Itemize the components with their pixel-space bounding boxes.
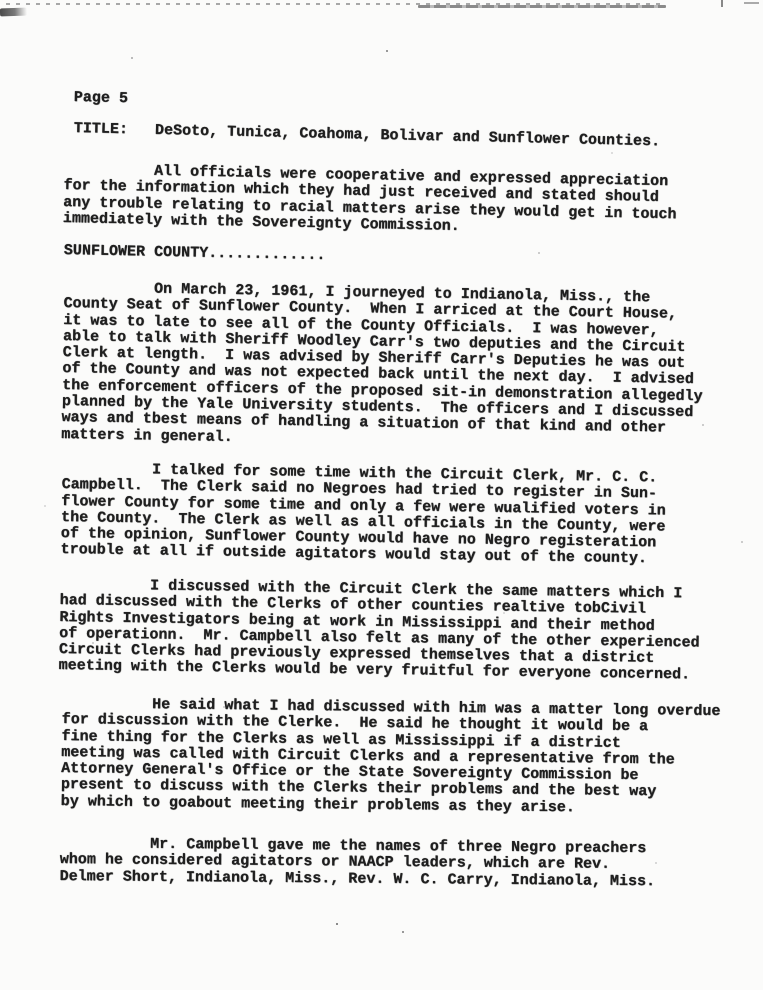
paragraph-three-preachers: Mr. Campbell gave me the names of three Negro preachers whom he considered agitators or NAACP leaders, which are Rev. Delmer Short, Indianola, Miss., Rev. W. C. Carry, Indianola, Miss.	[59, 835, 656, 890]
scan-artifact-ink-smudge	[0, 8, 27, 17]
paragraph-march-23-visit: On March 23, 1961, I journeyed to Indianola, Miss., the County Seat of Sunflower County. When I arriced at the Court House, it was to late to see all of the County Officials. I was however, able to talk with Sheriff Woodley Carr's two deputies and the Circuit Clerk at length. I was advised by Sheriff Carr's Deputies he was out of the County and was not expected back until the next day. I advised the enforcement officers of the proposed sit-in demonstration allegedly planned by the Yale University students. The officers and I discussed ways and tbest means of handling a situation of that kind and other matters in general.	[61, 279, 703, 446]
document-title: TITLE: DeSoto, Tunica, Coahoma, Bolivar and Sunflower Counties.	[73, 120, 661, 151]
scan-artifact-edge-tick	[721, 0, 723, 7]
section-heading-sunflower-county: SUNFLOWER COUNTY.............	[63, 242, 326, 265]
scan-artifact-speckles	[0, 0, 2, 2]
scan-artifact-gray-bar	[418, 5, 666, 8]
paragraph-officials-cooperative: All officials were cooperative and expressed appreciation for the information which they had just received and stated should any trouble relating to racial matters arise they would get in touch immediately with the Sovereignty Commission.	[62, 161, 677, 235]
page-number: Page 5	[73, 89, 129, 108]
paragraph-discussed-matters: I discussed with the Circuit Clerk the same matters which I had discussed with the Clerks of other counties realtive tobCivil Rights Investigators being at work in Mississippi and their method of operationn. Mr. Campbell also felt as many of the other experienced Circuit Clerks had previously expressed themselves that a district meeting with the Clerks would be very fruitful for everyone concerned.	[58, 576, 700, 684]
paragraph-district-meeting: He said what I had discussed with him was a matter long overdue for discussion with the Clerke. He said he thought it would be a fine thing for the Clerks as well as Mississippi if a district meeting was called with Circuit Clerks and a representative from the Attorney General's Office or the State Sovereignty Commission be present to discuss with the Clerks their problems and the best way by which to goabout meeting their problems as they arise.	[60, 695, 721, 817]
paragraph-circuit-clerk-campbell: I talked for some time with the Circuit Clerk, Mr. C. C. Campbell. The Clerk said no Negroes had tried to register in Sun- flower County for some time and only a few were wualified voters in the County. The Clerk as well as all officials in the County, were of the opinion, Sunflower County would have no Negro registeration trouble at all if outside agitators would stay out of the county.	[60, 460, 666, 568]
scan-artifact-right-dash	[744, 2, 759, 4]
